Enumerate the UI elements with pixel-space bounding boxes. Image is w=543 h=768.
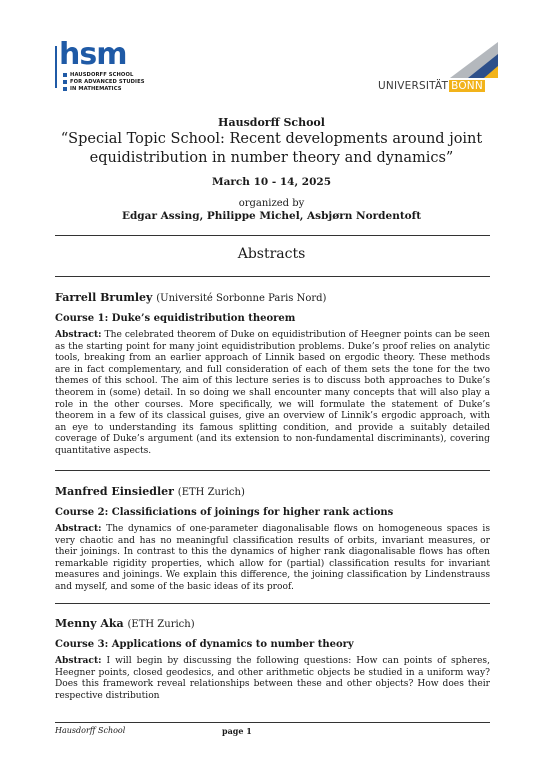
abstract-label: Abstract: xyxy=(55,655,102,666)
organizers: Edgar Assing, Philippe Michel, Asbjørn Nordentoft xyxy=(121,210,422,222)
bonn-logo-universitat: UNIVERSITÄT xyxy=(378,80,449,92)
speaker-name: Farrell Brumley xyxy=(55,291,153,304)
hsm-logo-line-3: IN MATHEMATICS xyxy=(70,86,122,92)
hsm-logo-line-2: FOR ADVANCED STUDIES xyxy=(70,79,145,85)
abstract-label: Abstract: xyxy=(55,329,102,340)
hsm-logo-lines xyxy=(63,72,145,93)
event-date: March 10 - 14, 2025 xyxy=(211,176,332,188)
abstracts-heading: Abstracts xyxy=(237,246,306,262)
speaker-affiliation: (Université Sorbonne Paris Nord) xyxy=(156,293,327,304)
course-section-2 xyxy=(55,485,490,594)
abstract-body: The dynamics of one-parameter diagonalisable flows on homogeneous spaces is very chaotic and has no meaningful classification results of orbits, invariant measures, or their joinings. In contrast to this the dynamics of higher rank diagonalisable flows has often remarkable rigidity properties, which allow for (partial) classification results for invariant measures and joinings. We explain this difference, the joining classification by Lindenstrauss and myself, and some of the basic ideas of its proof. xyxy=(55,524,490,592)
footer-divider xyxy=(55,722,490,723)
speaker-affiliation: (ETH Zurich) xyxy=(127,619,195,630)
footer-page-number: page 1 xyxy=(222,726,252,736)
divider xyxy=(55,470,490,471)
abstract-label: Abstract: xyxy=(55,523,102,534)
abstract-text xyxy=(55,655,490,702)
speaker-line xyxy=(55,485,490,498)
course-section-3 xyxy=(55,617,490,702)
course-title: Course 1: Duke’s equidistribution theorem xyxy=(55,313,296,324)
event-title-line-2: equidistribution in number theory and dynamics” xyxy=(89,150,454,166)
hsm-logo xyxy=(55,37,145,95)
divider xyxy=(55,235,490,236)
hsm-logo-bar xyxy=(55,46,57,88)
bonn-logo-text xyxy=(378,80,485,92)
abstract-text xyxy=(55,523,490,594)
bonn-logo-mark xyxy=(450,42,498,78)
event-title xyxy=(0,130,543,168)
course-section-1 xyxy=(55,291,490,458)
hsm-logo-word: hsm xyxy=(59,37,127,72)
university-bonn-logo xyxy=(378,42,498,98)
abstract-body: The celebrated theorem of Duke on equidistribution of Heegner points can be seen as the starting point for many joint equidistribution problems. Duke’s proof relies on analytic tools, breaking from an earlier approach of Linnik based on ergodic theory. These methods are in fact complementary, and full consideration of each of them sets the tone for the two themes of this school. The aim of this lecture series is to discuss both approaches to Duke’s theorem in (some) detail. In so doing we shall encounter many concepts that will also play a role in the other courses. More specifically, we will formulate the statement of Duke’s theorem in a few of its classical guises, give an overview of Linnik’s ergodic approach, with an eye to understanding its famous splitting condition, and provide a suitably detailed coverage of Duke’s argument (and its extension to non-fundamental discriminants), covering quantitative aspects. xyxy=(55,330,490,456)
divider xyxy=(55,276,490,277)
abstract-text xyxy=(55,329,490,458)
course-title: Course 3: Applications of dynamics to number theory xyxy=(55,639,354,650)
speaker-affiliation: (ETH Zurich) xyxy=(177,487,245,498)
divider xyxy=(55,603,490,604)
event-title-line-1: “Special Topic School: Recent developments around joint xyxy=(60,131,483,147)
course-title: Course 2: Classificiations of joinings for higher rank actions xyxy=(55,507,394,518)
bonn-logo-box: BONN xyxy=(451,80,483,92)
speaker-name: Manfred Einsiedler xyxy=(55,485,174,498)
speaker-line xyxy=(55,617,490,630)
abstract-body: I will begin by discussing the following questions: How can points of spheres, Heegner points, closed geodesics, and other arithmetic objects be studied in a uniform way? Does this framework reveal relationships between these and other objects? How does their respective distribution xyxy=(55,656,490,701)
speaker-line xyxy=(55,291,490,304)
hsm-logo-line-1: HAUSDORFF SCHOOL xyxy=(70,72,134,78)
organized-by-label: organized by xyxy=(238,198,305,209)
footer-school: Hausdorff School xyxy=(55,726,126,735)
speaker-name: Menny Aka xyxy=(55,617,124,630)
school-name: Hausdorff School xyxy=(218,116,325,129)
